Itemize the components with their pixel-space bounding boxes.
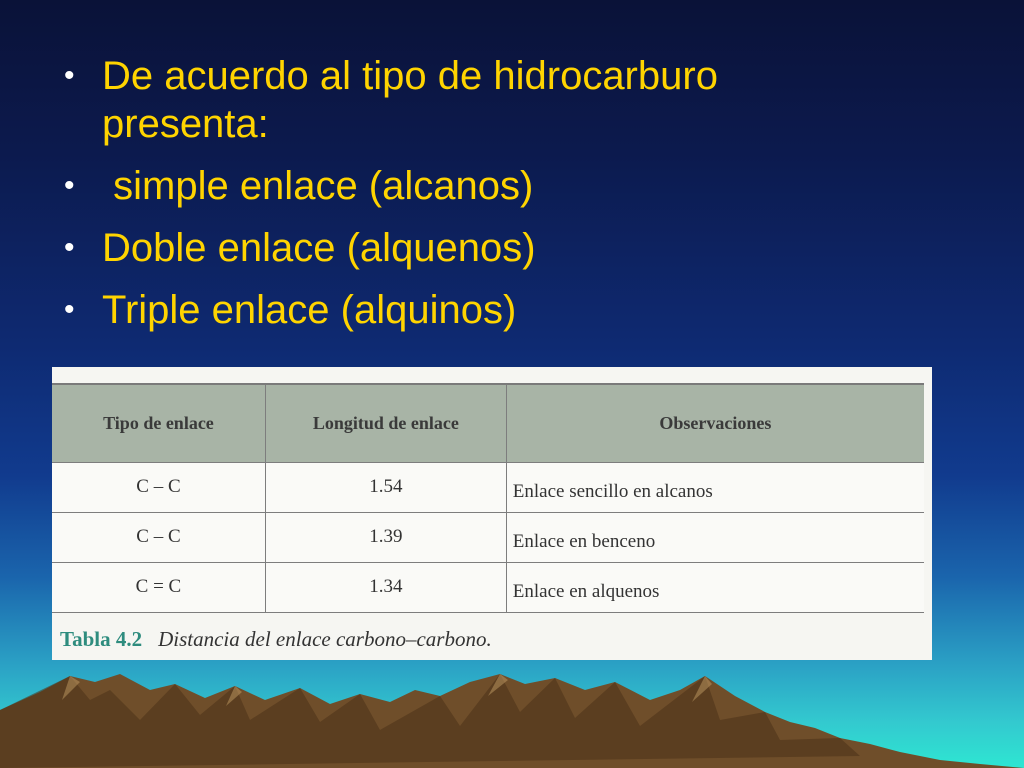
cell-bond-length: 1.34: [265, 562, 506, 612]
header-observations: Observaciones: [506, 384, 924, 462]
header-bond-length: Longitud de enlace: [265, 384, 506, 462]
bullet-text: • simple enlace (alcanos): [102, 164, 534, 208]
cell-bond-type: C = C: [52, 562, 265, 612]
bullet-text: • De acuerdo al tipo de hidrocarburo presenta:: [102, 54, 718, 146]
bullet-list: [64, 52, 964, 348]
caption-label: Tabla 4.2: [60, 627, 143, 651]
table-caption: [60, 627, 492, 652]
table-header-row: [52, 384, 924, 462]
bullet-item: [64, 52, 964, 148]
cell-observations: Enlace sencillo en alcanos: [506, 462, 924, 512]
table-row: [52, 512, 924, 562]
table-image: [52, 367, 932, 660]
bond-length-table: [52, 383, 924, 613]
cell-observations: Enlace en benceno: [506, 512, 924, 562]
cell-bond-length: 1.39: [265, 512, 506, 562]
bullet-item: [64, 162, 964, 210]
header-bond-type: Tipo de enlace: [52, 384, 265, 462]
table-row: [52, 462, 924, 512]
bullet-text: • Doble enlace (alquenos): [102, 226, 536, 270]
caption-text: Distancia del enlace carbono–carbono.: [158, 627, 492, 651]
bullet-item: [64, 224, 964, 272]
cell-bond-length: 1.54: [265, 462, 506, 512]
table-row: [52, 562, 924, 612]
bullet-item: [64, 286, 964, 334]
cell-bond-type: C – C: [52, 462, 265, 512]
mountain-landscape-icon: [0, 660, 1024, 768]
cell-bond-type: C – C: [52, 512, 265, 562]
cell-observations: Enlace en alquenos: [506, 562, 924, 612]
bullet-text: • Triple enlace (alquinos): [102, 288, 517, 332]
